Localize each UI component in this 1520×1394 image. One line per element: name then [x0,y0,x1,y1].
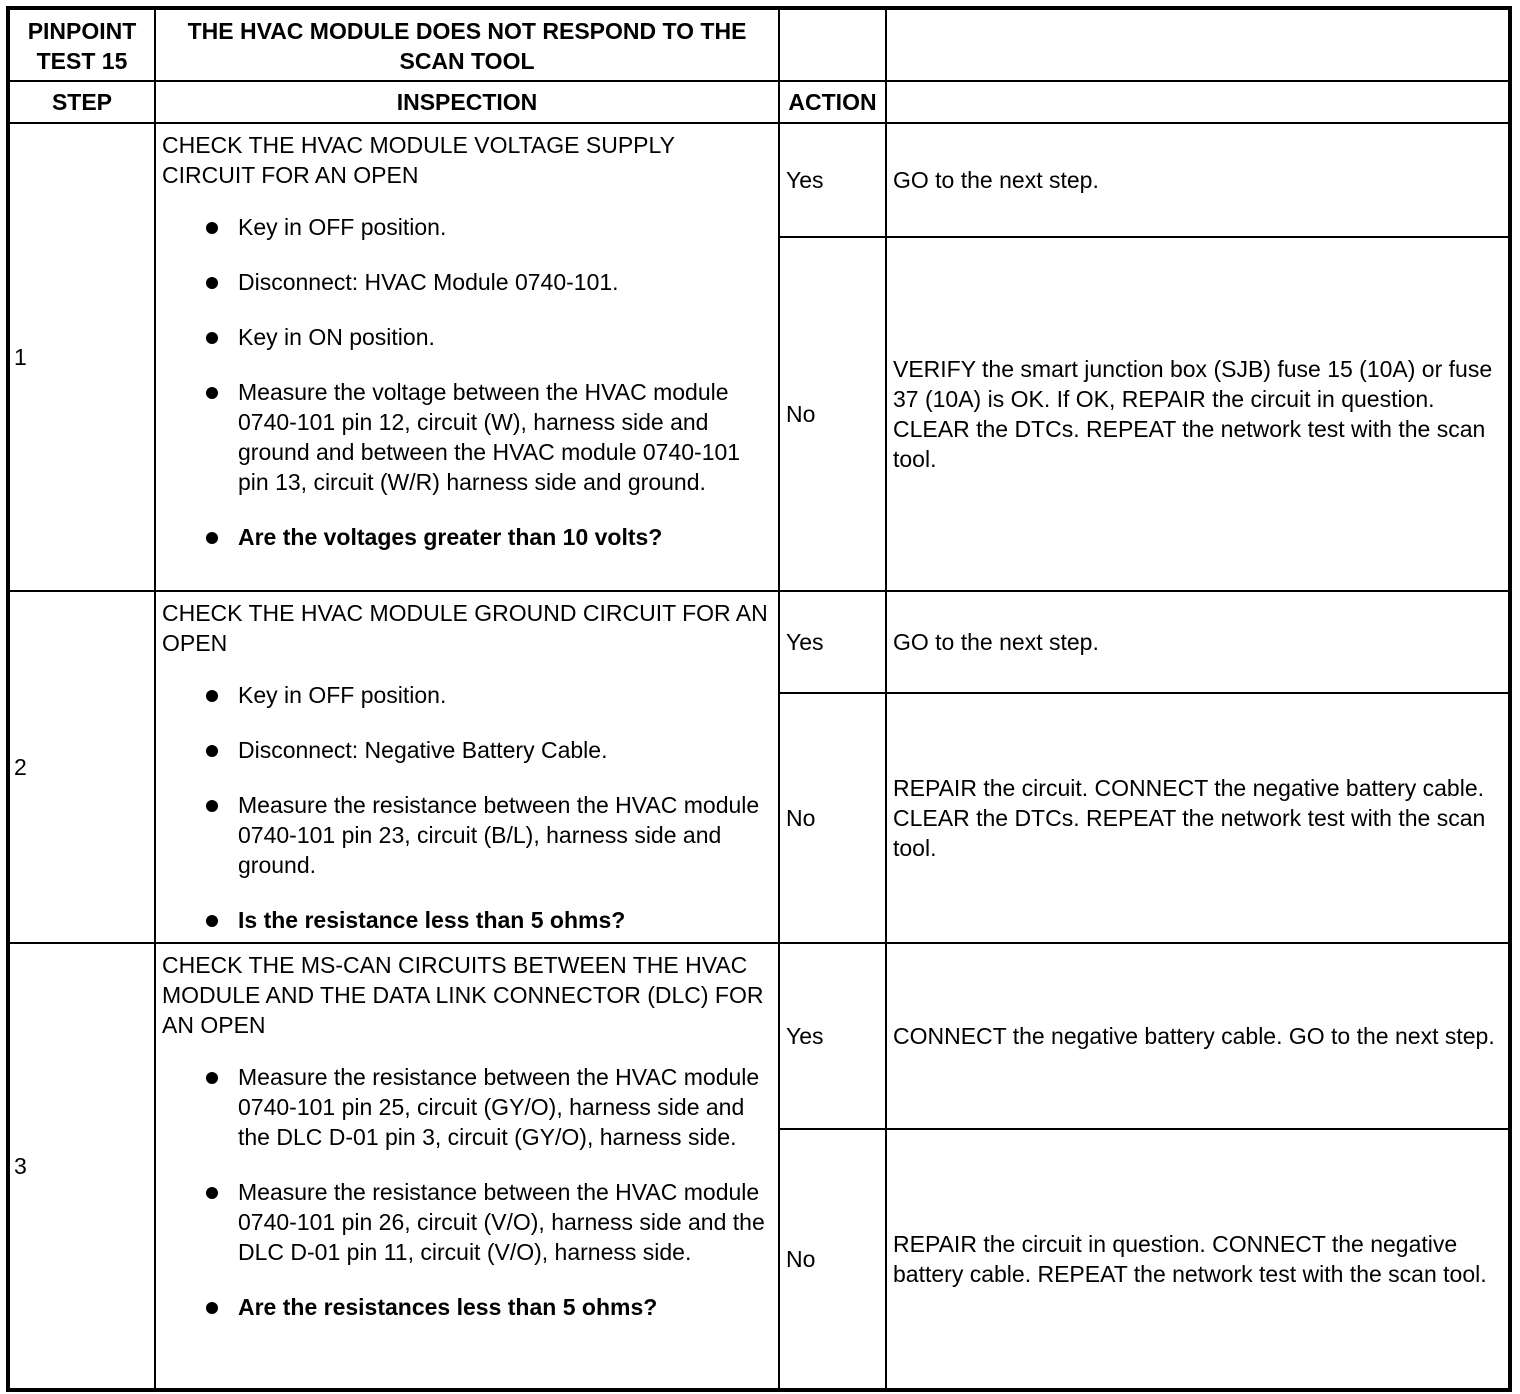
step-title: CHECK THE HVAC MODULE VOLTAGE SUPPLY CIRCUIT FOR AN OPEN [162,132,675,188]
answer-no: No [779,693,886,943]
inspection-list [162,212,770,552]
step-title: CHECK THE MS-CAN CIRCUITS BETWEEN THE HVAC MODULE AND THE DATA LINK CONNECTOR (DLC) FOR AN OPEN [162,952,764,1038]
list-item [190,1062,770,1152]
answer-yes: Yes [779,123,886,237]
list-item-text: Disconnect: Negative Battery Cable. [238,737,608,763]
table-row [8,123,1510,237]
list-item [190,267,770,297]
pinpoint-test-table [6,6,1512,1392]
list-item [190,680,770,710]
action-no: REPAIR the circuit. CONNECT the negative battery cable. CLEAR the DTCs. REPEAT the network test with the scan tool. [886,693,1510,943]
col-action-header: ACTION [779,81,886,123]
bullet-icon [206,387,218,399]
action-no: REPAIR the circuit in question. CONNECT the negative battery cable. REPEAT the network test with the scan tool. [886,1129,1510,1390]
action-yes: CONNECT the negative battery cable. GO to the next step. [886,943,1510,1129]
bullet-icon [206,1072,218,1084]
col-step-header: STEP [8,81,155,123]
table-row [8,591,1510,693]
bullet-icon [206,332,218,344]
test-title: THE HVAC MODULE DOES NOT RESPOND TO THE SCAN TOOL [155,8,779,81]
list-item [190,1177,770,1267]
question-item [190,1292,770,1322]
title-row [8,8,1510,81]
bullet-icon [206,690,218,702]
list-item-text: Key in OFF position. [238,214,447,240]
bullet-icon [206,277,218,289]
column-header-row [8,81,1510,123]
step-number: 1 [8,123,155,591]
bullet-icon [206,532,218,544]
question-text: Are the resistances less than 5 ohms? [238,1294,658,1320]
col-inspection-header: INSPECTION [155,81,779,123]
header-empty-cell [886,81,1510,123]
bullet-icon [206,222,218,234]
bullet-icon [206,1302,218,1314]
bullet-icon [206,745,218,757]
bullet-icon [206,915,218,927]
inspection-cell [155,943,779,1390]
action-no: VERIFY the smart junction box (SJB) fuse 15 (10A) or fuse 37 (10A) is OK. If OK, REPAIR the circuit in question. CLEAR the DTCs. REPEAT the network test with the scan tool. [886,237,1510,591]
answer-yes: Yes [779,943,886,1129]
question-item [190,905,770,935]
list-item [190,377,770,497]
list-item [190,322,770,352]
inspection-cell [155,591,779,943]
inspection-list [162,1062,770,1322]
answer-no: No [779,237,886,591]
list-item-text: Disconnect: HVAC Module 0740-101. [238,269,619,295]
action-yes: GO to the next step. [886,591,1510,693]
step-number: 2 [8,591,155,943]
list-item-text: Measure the resistance between the HVAC module 0740-101 pin 26, circuit (V/O), harness side and the DLC D-01 pin 11, circuit (V/O), harness side. [238,1179,765,1265]
list-item [190,735,770,765]
inspection-list [162,680,770,935]
list-item [190,212,770,242]
bullet-icon [206,800,218,812]
step-number: 3 [8,943,155,1390]
inspection-cell [155,123,779,591]
pinpoint-label: PINPOINT TEST 15 [8,8,155,81]
question-text: Is the resistance less than 5 ohms? [238,907,626,933]
list-item-text: Measure the resistance between the HVAC module 0740-101 pin 25, circuit (GY/O), harness side and the DLC D-01 pin 3, circuit (GY/O), harness side. [238,1064,760,1150]
step-title: CHECK THE HVAC MODULE GROUND CIRCUIT FOR AN OPEN [162,600,768,656]
list-item [190,790,770,880]
list-item-text: Measure the resistance between the HVAC module 0740-101 pin 23, circuit (B/L), harness side and ground. [238,792,760,878]
list-item-text: Key in OFF position. [238,682,447,708]
header-empty-cell [779,8,886,81]
answer-yes: Yes [779,591,886,693]
table-row [8,943,1510,1129]
answer-no: No [779,1129,886,1390]
question-item [190,522,770,552]
list-item-text: Measure the voltage between the HVAC module 0740-101 pin 12, circuit (W), harness side and ground and between the HVAC module 0740-101 pin 13, circuit (W/R) harness side and ground. [238,379,741,495]
action-yes: GO to the next step. [886,123,1510,237]
bullet-icon [206,1187,218,1199]
header-empty-cell [886,8,1510,81]
question-text: Are the voltages greater than 10 volts? [238,524,663,550]
list-item-text: Key in ON position. [238,324,435,350]
